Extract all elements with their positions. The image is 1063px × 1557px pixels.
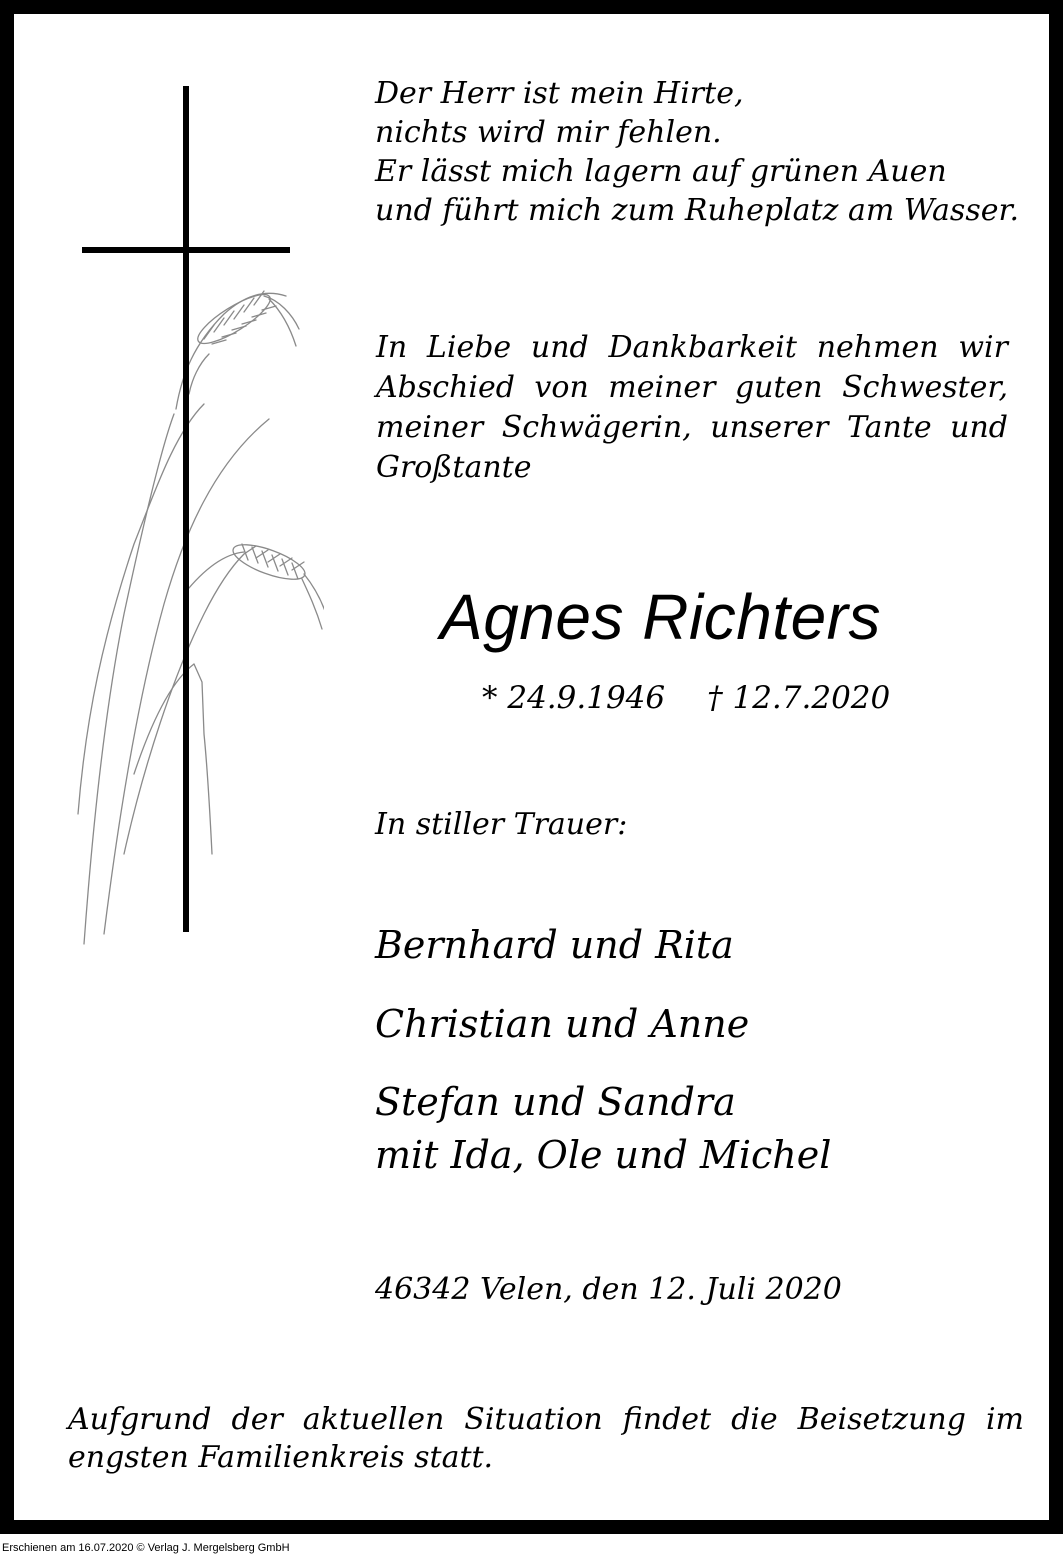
psalm-verse [375,74,1019,230]
farewell-line: meiner Schwägerin, unserer Tante und [376,410,1008,445]
burial-note-line: engsten Familienkreis statt. [68,1440,494,1475]
farewell-line: Abschied von meiner guten Schwester, [376,370,1008,405]
mourner-line: Bernhard und Rita [375,923,734,967]
cross-and-wheat-illustration [64,74,324,964]
mourner-line: Christian und Anne [375,1002,750,1046]
psalm-line: Der Herr ist mein Hirte, [375,76,744,111]
wheat-ear-upper [189,287,299,394]
mourner-line: Stefan und Sandra [375,1080,736,1124]
psalm-line: nichts wird mir fehlen. [375,115,722,150]
farewell-text [376,328,1008,488]
publication-footer: Erschienen am 16.07.2020 © Verlag J. Mergelsberg GmbH [2,1542,290,1554]
burial-note-line: Aufgrund der aktuellen Situation findet die Beisetzung im [68,1402,1024,1437]
farewell-line: In Liebe und Dankbarkeit nehmen wir [376,330,1008,365]
birth-date: * 24.9.1946 [482,680,666,716]
psalm-line: Er lässt mich lagern auf grünen Auen [375,154,947,189]
cross-icon [82,86,290,932]
mourner-line: mit Ida, Ole und Michel [375,1133,832,1177]
psalm-line: und führt mich zum Ruheplatz am Wasser. [375,193,1020,228]
burial-note [68,1401,1024,1477]
place-and-date: 46342 Velen, den 12. Juli 2020 [375,1272,842,1307]
deceased-name: Agnes Richters [440,581,881,653]
death-date: † 12.7.2020 [707,680,891,716]
farewell-line: Großtante [376,450,532,485]
wheat-icon [78,287,324,944]
mourning-heading: In stiller Trauer: [375,807,628,842]
life-dates [482,679,890,717]
